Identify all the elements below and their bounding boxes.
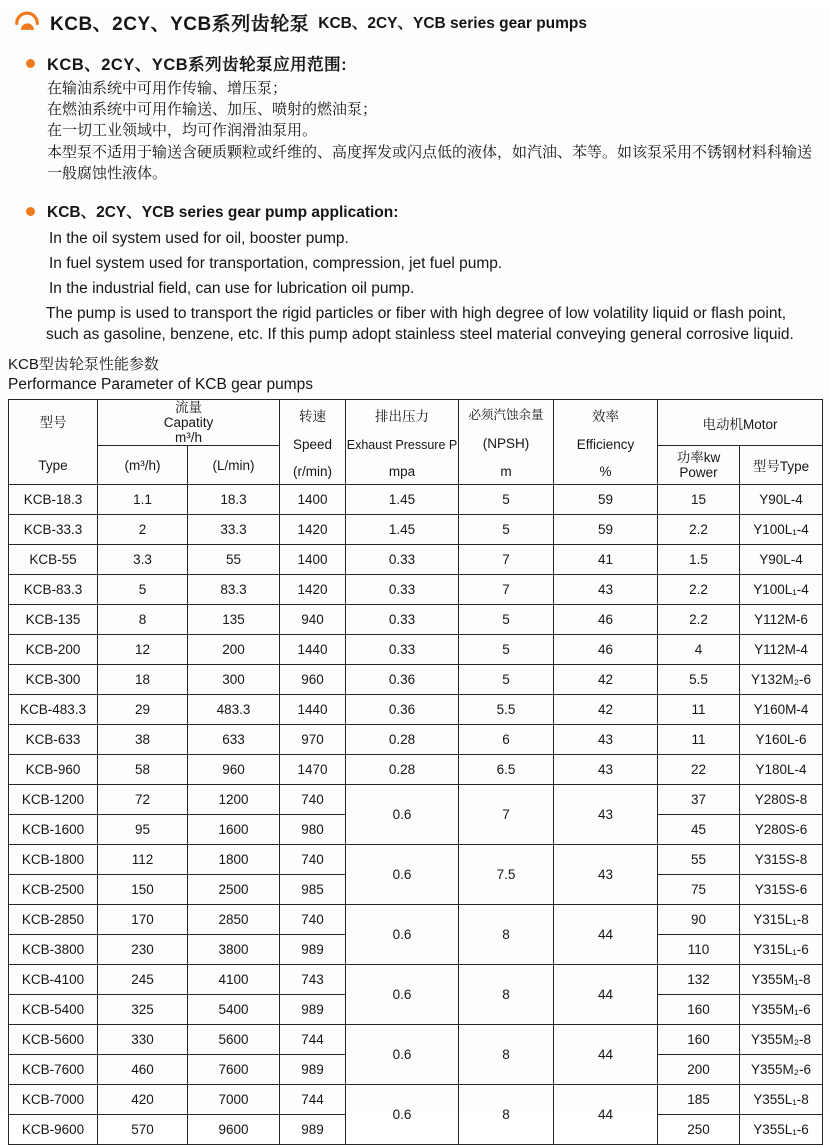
cell-m3h: 12	[98, 635, 188, 665]
header-speed-unit: (r/min)	[293, 464, 332, 479]
header-efficiency-zh: 效率	[592, 409, 619, 424]
application-line: In the oil system used for oil, booster pump.	[49, 230, 349, 247]
cell-power: 11	[658, 725, 740, 755]
cell-lmin: 300	[188, 665, 280, 695]
table-row	[9, 485, 823, 515]
cell-eff: 44	[554, 1025, 658, 1085]
cell-eff: 43	[554, 575, 658, 605]
cell-model: KCB-5400	[9, 995, 98, 1025]
table-row	[9, 1085, 823, 1115]
cell-speed: 740	[280, 785, 346, 815]
cell-npsh: 6.5	[459, 755, 554, 785]
cell-m3h: 150	[98, 875, 188, 905]
cell-m3h: 38	[98, 725, 188, 755]
table-row	[9, 965, 823, 995]
table-row	[9, 635, 823, 665]
cell-lmin: 55	[188, 545, 280, 575]
cell-m3h: 325	[98, 995, 188, 1025]
cell-model: KCB-7600	[9, 1055, 98, 1085]
cell-motor: Y355M₁-8	[740, 965, 823, 995]
cell-model: KCB-483.3	[9, 695, 98, 725]
page-title-en: KCB、2CY、YCB series gear pumps	[318, 15, 587, 32]
header-cell-pressure	[346, 400, 459, 485]
table-title-en: Performance Parameter of KCB gear pumps	[8, 376, 313, 393]
cell-model: KCB-960	[9, 755, 98, 785]
application-lines-zh	[47, 78, 830, 141]
header-type-zh: 型号	[39, 415, 67, 430]
table-row	[9, 845, 823, 875]
cell-npsh: 5	[459, 635, 554, 665]
cell-model: KCB-55	[9, 545, 98, 575]
cell-model: KCB-2850	[9, 905, 98, 935]
cell-speed: 744	[280, 1085, 346, 1115]
cell-pressure: 0.6	[346, 785, 459, 845]
header-capacity-zh: 流量	[175, 400, 202, 415]
cell-model: KCB-1600	[9, 815, 98, 845]
cell-speed: 989	[280, 935, 346, 965]
cell-power: 15	[658, 485, 740, 515]
cell-model: KCB-633	[9, 725, 98, 755]
cell-model: KCB-135	[9, 605, 98, 635]
header-cell-motor-model: 型号Type	[740, 446, 823, 485]
table-row	[9, 755, 823, 785]
application-line: 在一切工业领域中，均可作润滑油泵用。	[47, 122, 318, 139]
cell-model: KCB-300	[9, 665, 98, 695]
cell-power: 132	[658, 965, 740, 995]
header-power-zh: 功率kw	[676, 450, 721, 465]
application-line: In the industrial field, can use for lubrication oil pump.	[49, 280, 415, 297]
cell-power: 2.2	[658, 575, 740, 605]
cell-npsh: 6	[459, 725, 554, 755]
cell-m3h: 72	[98, 785, 188, 815]
cell-pressure: 1.45	[346, 485, 459, 515]
cell-npsh: 5	[459, 665, 554, 695]
cell-pressure: 0.6	[346, 965, 459, 1025]
table-header-row-1	[9, 400, 823, 446]
cell-model: KCB-200	[9, 635, 98, 665]
cell-m3h: 230	[98, 935, 188, 965]
header-speed-en: Speed	[292, 437, 333, 452]
cell-model: KCB-7000	[9, 1085, 98, 1115]
cell-model: KCB-18.3	[9, 485, 98, 515]
cell-model: KCB-4100	[9, 965, 98, 995]
cell-m3h: 58	[98, 755, 188, 785]
cell-m3h: 8	[98, 605, 188, 635]
cell-npsh: 5	[459, 605, 554, 635]
header-cell-power	[658, 446, 740, 485]
cell-speed: 980	[280, 815, 346, 845]
cell-eff: 41	[554, 545, 658, 575]
cell-motor: Y90L-4	[740, 485, 823, 515]
cell-motor: Y280S-8	[740, 785, 823, 815]
header-pressure-en: Exhaust Pressure P	[346, 437, 458, 452]
cell-model: KCB-9600	[9, 1115, 98, 1145]
cell-pressure: 0.36	[346, 695, 459, 725]
cell-pressure: 0.36	[346, 665, 459, 695]
section-heading-zh	[26, 51, 830, 75]
cell-model: KCB-5600	[9, 1025, 98, 1055]
cell-power: 2.2	[658, 515, 740, 545]
cell-m3h: 18	[98, 665, 188, 695]
cell-motor: Y355L₁-8	[740, 1085, 823, 1115]
cell-motor: Y100L₁-4	[740, 515, 823, 545]
cell-power: 160	[658, 995, 740, 1025]
cell-lmin: 5400	[188, 995, 280, 1025]
cell-eff: 42	[554, 695, 658, 725]
cell-speed: 940	[280, 605, 346, 635]
header-cell-efficiency	[554, 400, 658, 485]
cell-motor: Y315L₁-6	[740, 935, 823, 965]
cell-eff: 59	[554, 515, 658, 545]
cell-npsh: 5	[459, 485, 554, 515]
cell-speed: 1470	[280, 755, 346, 785]
performance-table	[8, 399, 823, 1145]
header-cell-speed	[280, 400, 346, 485]
cell-lmin: 2500	[188, 875, 280, 905]
header-speed-zh: 转速	[299, 409, 326, 424]
document-title	[13, 8, 830, 36]
bullet-icon	[26, 59, 35, 68]
cell-motor: Y180L-4	[740, 755, 823, 785]
cell-motor: Y112M-4	[740, 635, 823, 665]
header-pressure-unit: mpa	[388, 464, 416, 479]
header-npsh-en: (NPSH)	[482, 436, 530, 451]
cell-model: KCB-3800	[9, 935, 98, 965]
cell-pressure: 0.33	[346, 635, 459, 665]
cell-model: KCB-2500	[9, 875, 98, 905]
cell-power: 1.5	[658, 545, 740, 575]
application-line: 在输油系统中可用作传输、增压泵；	[47, 80, 288, 97]
cell-lmin: 7000	[188, 1085, 280, 1115]
cell-lmin: 483.3	[188, 695, 280, 725]
table-row	[9, 695, 823, 725]
table-row	[9, 905, 823, 935]
cell-m3h: 5	[98, 575, 188, 605]
cell-m3h: 2	[98, 515, 188, 545]
cell-eff: 42	[554, 665, 658, 695]
cell-pressure: 0.6	[346, 1085, 459, 1145]
cell-power: 110	[658, 935, 740, 965]
cell-eff: 43	[554, 845, 658, 905]
cell-motor: Y355M₁-6	[740, 995, 823, 1025]
cell-speed: 1400	[280, 545, 346, 575]
header-capacity-en: Capatity	[163, 415, 214, 430]
cell-motor: Y100L₁-4	[740, 575, 823, 605]
cell-npsh: 5.5	[459, 695, 554, 725]
cell-pressure: 0.28	[346, 755, 459, 785]
cell-lmin: 83.3	[188, 575, 280, 605]
cell-eff: 44	[554, 905, 658, 965]
table-title-zh: KCB型齿轮泵性能参数	[8, 356, 159, 373]
pump-table-body	[9, 485, 823, 1145]
cell-model: KCB-83.3	[9, 575, 98, 605]
cell-motor: Y315L₁-8	[740, 905, 823, 935]
cell-speed: 743	[280, 965, 346, 995]
application-line: In fuel system used for transportation, compression, jet fuel pump.	[49, 255, 503, 272]
cell-speed: 744	[280, 1025, 346, 1055]
cell-lmin: 5600	[188, 1025, 280, 1055]
section-heading-en	[26, 199, 830, 223]
cell-pressure: 0.33	[346, 545, 459, 575]
application-paragraph-zh: 本型泵不适用于输送含硬质颗粒或纤维的、高度挥发或闪点低的液体，如汽油、苯等。如该泵采用不锈钢材料科输送一般腐蚀性液体。	[47, 144, 813, 182]
cell-power: 37	[658, 785, 740, 815]
cell-model: KCB-1800	[9, 845, 98, 875]
cell-power: 200	[658, 1055, 740, 1085]
header-cell-m3h: (m³/h)	[98, 446, 188, 485]
cell-power: 22	[658, 755, 740, 785]
cell-m3h: 420	[98, 1085, 188, 1115]
cell-eff: 46	[554, 605, 658, 635]
cell-speed: 989	[280, 1115, 346, 1145]
cell-speed: 1420	[280, 575, 346, 605]
cell-power: 11	[658, 695, 740, 725]
cell-speed: 960	[280, 665, 346, 695]
cell-pressure: 0.6	[346, 905, 459, 965]
cell-pressure: 0.6	[346, 845, 459, 905]
cell-motor: Y90L-4	[740, 545, 823, 575]
cell-motor: Y160M-4	[740, 695, 823, 725]
cell-pressure: 1.45	[346, 515, 459, 545]
cell-eff: 46	[554, 635, 658, 665]
cell-m3h: 245	[98, 965, 188, 995]
cell-m3h: 460	[98, 1055, 188, 1085]
cell-npsh: 7	[459, 545, 554, 575]
cell-npsh: 7	[459, 785, 554, 845]
cell-power: 250	[658, 1115, 740, 1145]
cell-power: 45	[658, 815, 740, 845]
cell-speed: 985	[280, 875, 346, 905]
cell-power: 160	[658, 1025, 740, 1055]
cell-speed: 1400	[280, 485, 346, 515]
cell-motor: Y355M₂-8	[740, 1025, 823, 1055]
cell-power: 55	[658, 845, 740, 875]
cell-lmin: 1800	[188, 845, 280, 875]
application-line: 在燃油系统中可用作输送、加压、喷射的燃油泵；	[47, 101, 378, 118]
cell-eff: 44	[554, 965, 658, 1025]
cell-lmin: 200	[188, 635, 280, 665]
cell-npsh: 7.5	[459, 845, 554, 905]
cell-speed: 1420	[280, 515, 346, 545]
header-cell-type	[9, 400, 98, 485]
cell-npsh: 8	[459, 1025, 554, 1085]
table-row	[9, 785, 823, 815]
cell-pressure: 0.33	[346, 575, 459, 605]
cell-npsh: 8	[459, 965, 554, 1025]
cell-speed: 1440	[280, 695, 346, 725]
cell-power: 5.5	[658, 665, 740, 695]
cell-lmin: 633	[188, 725, 280, 755]
table-row	[9, 605, 823, 635]
cell-motor: Y132M₂-6	[740, 665, 823, 695]
bullet-icon	[26, 207, 35, 216]
cell-power: 2.2	[658, 605, 740, 635]
cell-speed: 989	[280, 995, 346, 1025]
application-heading-zh: KCB、2CY、YCB系列齿轮泵应用范围:	[47, 56, 348, 74]
catalog-page	[0, 8, 830, 1137]
cell-lmin: 1200	[188, 785, 280, 815]
cell-motor: Y355M₂-6	[740, 1055, 823, 1085]
cell-speed: 740	[280, 845, 346, 875]
cell-m3h: 112	[98, 845, 188, 875]
cell-npsh: 5	[459, 515, 554, 545]
application-heading-en: KCB、2CY、YCB series gear pump application:	[47, 204, 399, 221]
header-type-en: Type	[38, 458, 68, 473]
cell-m3h: 170	[98, 905, 188, 935]
cell-lmin: 4100	[188, 965, 280, 995]
cell-lmin: 18.3	[188, 485, 280, 515]
header-pressure-zh: 排出压力	[375, 409, 429, 424]
cell-motor: Y315S-6	[740, 875, 823, 905]
cell-lmin: 960	[188, 755, 280, 785]
header-capacity-unit: m³/h	[175, 430, 202, 445]
cell-model: KCB-33.3	[9, 515, 98, 545]
cell-m3h: 29	[98, 695, 188, 725]
cell-motor: Y355L₁-6	[740, 1115, 823, 1145]
cell-eff: 43	[554, 785, 658, 845]
cell-motor: Y160L-6	[740, 725, 823, 755]
brand-logo-icon	[13, 11, 41, 33]
cell-eff: 44	[554, 1085, 658, 1145]
cell-motor: Y280S-6	[740, 815, 823, 845]
cell-pressure: 0.33	[346, 605, 459, 635]
cell-m3h: 1.1	[98, 485, 188, 515]
cell-model: KCB-1200	[9, 785, 98, 815]
cell-m3h: 570	[98, 1115, 188, 1145]
header-motor: 电动机Motor	[702, 416, 778, 432]
header-power-en: Power	[679, 465, 718, 480]
cell-npsh: 8	[459, 905, 554, 965]
application-lines-en	[49, 226, 830, 301]
cell-motor: Y112M-6	[740, 605, 823, 635]
cell-eff: 43	[554, 725, 658, 755]
cell-lmin: 9600	[188, 1115, 280, 1145]
header-cell-motor	[658, 400, 823, 446]
cell-pressure: 0.6	[346, 1025, 459, 1085]
header-cell-capacity	[98, 400, 280, 446]
cell-eff: 59	[554, 485, 658, 515]
cell-m3h: 95	[98, 815, 188, 845]
cell-m3h: 3.3	[98, 545, 188, 575]
header-efficiency-unit: %	[599, 464, 612, 479]
header-efficiency-en: Efficiency	[576, 437, 635, 452]
cell-eff: 43	[554, 755, 658, 785]
cell-speed: 989	[280, 1055, 346, 1085]
cell-power: 90	[658, 905, 740, 935]
table-row	[9, 575, 823, 605]
cell-lmin: 3800	[188, 935, 280, 965]
cell-speed: 1440	[280, 635, 346, 665]
table-row	[9, 665, 823, 695]
cell-speed: 970	[280, 725, 346, 755]
header-cell-npsh	[459, 400, 554, 485]
cell-power: 185	[658, 1085, 740, 1115]
cell-lmin: 2850	[188, 905, 280, 935]
cell-lmin: 33.3	[188, 515, 280, 545]
cell-lmin: 1600	[188, 815, 280, 845]
table-row	[9, 515, 823, 545]
cell-power: 75	[658, 875, 740, 905]
cell-lmin: 7600	[188, 1055, 280, 1085]
page-title-zh: KCB、2CY、YCB系列齿轮泵	[50, 13, 310, 35]
cell-npsh: 7	[459, 575, 554, 605]
table-row	[9, 545, 823, 575]
cell-lmin: 135	[188, 605, 280, 635]
header-npsh-unit: m	[500, 464, 512, 479]
cell-npsh: 8	[459, 1085, 554, 1145]
cell-speed: 740	[280, 905, 346, 935]
table-row	[9, 725, 823, 755]
header-npsh-zh: 必须汽蚀余量	[468, 408, 544, 422]
application-paragraph-en: The pump is used to transport the rigid particles or fiber with high degree of low volatility liquid or flash point, such as gasoline, benzene, etc. If this pump adopt stainless steel material conveying general corrosive liquid.	[46, 305, 794, 343]
cell-m3h: 330	[98, 1025, 188, 1055]
cell-motor: Y315S-8	[740, 845, 823, 875]
cell-power: 4	[658, 635, 740, 665]
header-cell-lmin: (L/min)	[188, 446, 280, 485]
cell-pressure: 0.28	[346, 725, 459, 755]
table-row	[9, 1025, 823, 1055]
